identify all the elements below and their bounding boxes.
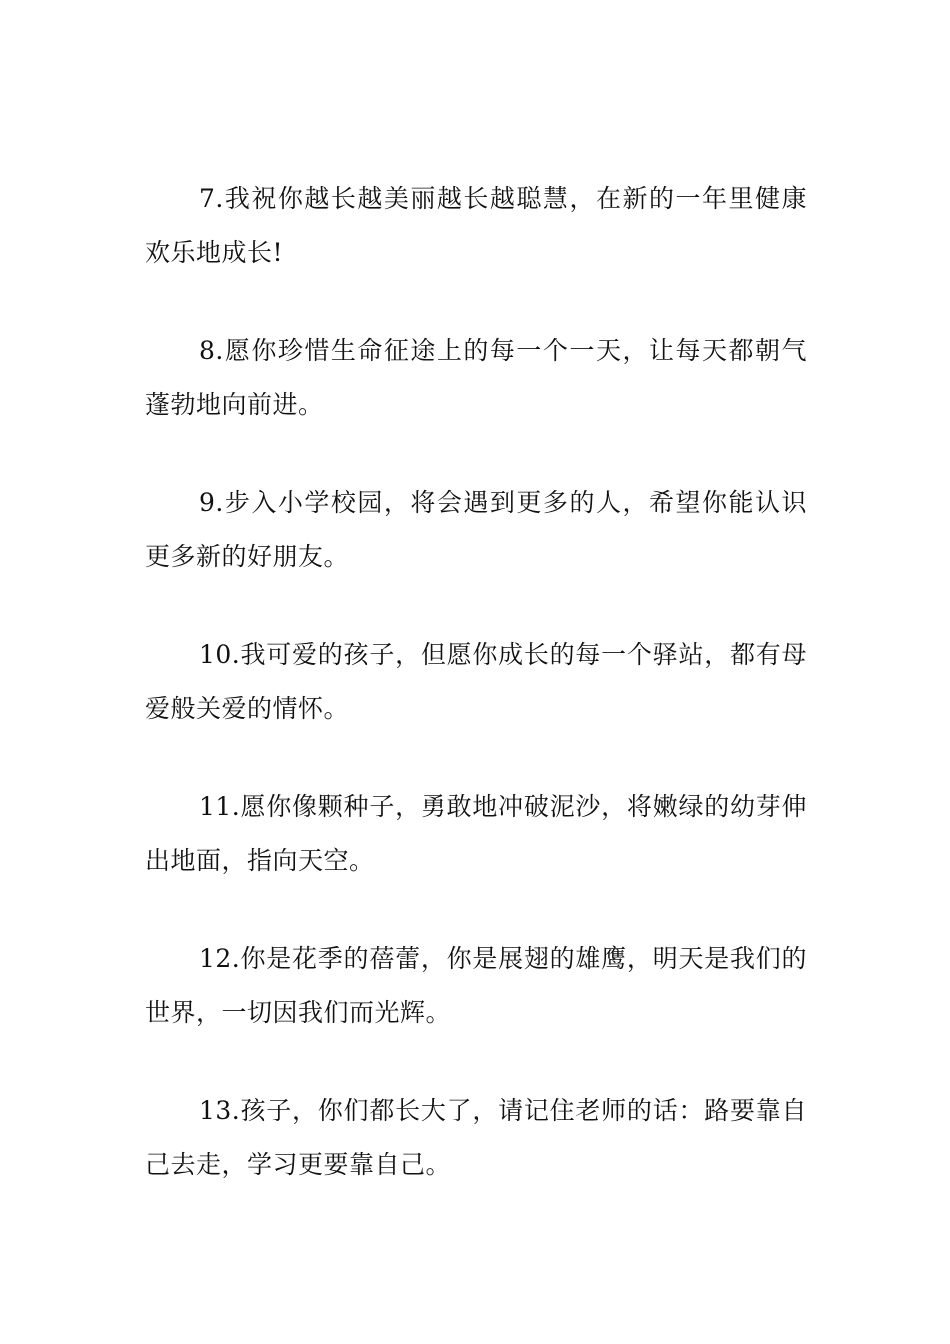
document-body <box>145 172 807 1236</box>
wish-paragraph-9: 9.步入小学校园，将会遇到更多的人，希望你能认识更多新的好朋友。 <box>145 488 807 571</box>
wish-paragraph-12: 12.你是花季的蓓蕾，你是展翅的雄鹰，明天是我们的世界，一切因我们而光辉。 <box>145 944 807 1027</box>
wish-paragraph-8: 8.愿你珍惜生命征途上的每一个一天，让每天都朝气蓬勃地向前进。 <box>145 336 807 419</box>
wish-paragraph-11: 11.愿你像颗种子，勇敢地冲破泥沙，将嫩绿的幼芽伸出地面，指向天空。 <box>145 792 807 875</box>
wish-paragraph-7: 7.我祝你越长越美丽越长越聪慧，在新的一年里健康欢乐地成长! <box>145 184 807 267</box>
wish-paragraph-10: 10.我可爱的孩子，但愿你成长的每一个驿站，都有母爱般关爱的情怀。 <box>145 640 807 723</box>
wish-paragraph-13: 13.孩子，你们都长大了，请记住老师的话：路要靠自己去走，学习更要靠自己。 <box>145 1096 807 1179</box>
